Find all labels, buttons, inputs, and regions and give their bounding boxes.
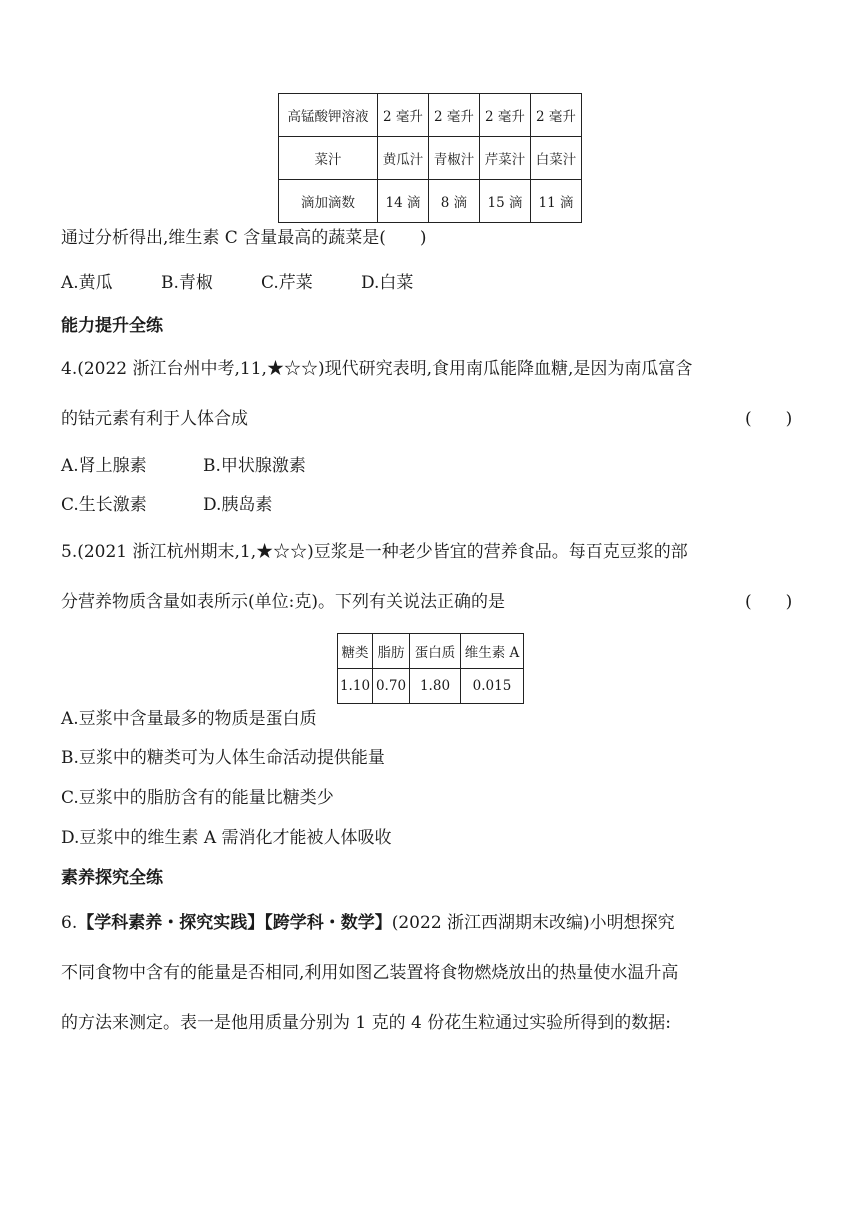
table-cell: 14 滴 xyxy=(378,180,429,223)
table-cell: 滴加滴数 xyxy=(279,180,378,223)
q3-options xyxy=(61,271,413,295)
q5-stem-line2: 分营养物质含量如表所示(单位:克)。下列有关说法正确的是 xyxy=(61,592,505,612)
table-cell: 菜汁 xyxy=(279,137,378,180)
table-cell: 0.70 xyxy=(373,669,410,704)
table-cell: 青椒汁 xyxy=(429,137,480,180)
table-row xyxy=(279,137,582,180)
table-cell: 黄瓜汁 xyxy=(378,137,429,180)
q6-tags: 【学科素养・探究实践】【跨学科・数学】 xyxy=(77,913,392,933)
table-row xyxy=(279,180,582,223)
q4-options-row2 xyxy=(61,493,272,517)
q5-option-b[interactable]: B.豆浆中的糖类可为人体生命活动提供能量 xyxy=(61,748,385,768)
table-row xyxy=(338,669,524,704)
q5-stem-line1: 5.(2021 浙江杭州期末,1,★☆☆)豆浆是一种老少皆宜的营养食品。每百克豆浆的部 xyxy=(61,542,688,562)
soy-milk-nutrition-table xyxy=(337,633,524,704)
q4-answer-blank: ( ) xyxy=(745,409,793,429)
q6-source: (2022 浙江西湖期末改编)小明想探究 xyxy=(391,913,675,933)
q3-option-c[interactable]: C.芹菜 xyxy=(261,273,313,293)
table-header-cell: 脂肪 xyxy=(373,634,410,669)
q4-option-b[interactable]: B.甲状腺激素 xyxy=(203,456,306,476)
table-cell: 2 毫升 xyxy=(531,94,582,137)
table-cell: 2 毫升 xyxy=(480,94,531,137)
q5-answer-blank: ( ) xyxy=(745,592,793,612)
q4-option-d[interactable]: D.胰岛素 xyxy=(203,495,273,515)
q3-stem: 通过分析得出,维生素 C 含量最高的蔬菜是( ) xyxy=(61,228,427,248)
table-cell: 白菜汁 xyxy=(531,137,582,180)
q5-option-a[interactable]: A.豆浆中含量最多的物质是蛋白质 xyxy=(61,709,317,729)
table-cell: 2 毫升 xyxy=(429,94,480,137)
table-cell: 芹菜汁 xyxy=(480,137,531,180)
table-cell: 2 毫升 xyxy=(378,94,429,137)
table-cell: 1.80 xyxy=(410,669,461,704)
table-header-cell: 维生素 A xyxy=(461,634,524,669)
q5-option-c[interactable]: C.豆浆中的脂肪含有的能量比糖类少 xyxy=(61,788,334,808)
q3-option-a[interactable]: A.黄瓜 xyxy=(61,273,113,293)
table-cell: 8 滴 xyxy=(429,180,480,223)
q4-option-a[interactable]: A.肾上腺素 xyxy=(61,456,147,476)
table-header-cell: 糖类 xyxy=(338,634,373,669)
q4-stem-line1: 4.(2022 浙江台州中考,11,★☆☆)现代研究表明,食用南瓜能降血糖,是因为南瓜富含 xyxy=(61,359,693,379)
q3-option-b[interactable]: B.青椒 xyxy=(161,273,213,293)
table-cell: 高锰酸钾溶液 xyxy=(279,94,378,137)
q4-stem-line2: 的钴元素有利于人体合成 xyxy=(61,409,248,429)
table-cell: 15 滴 xyxy=(480,180,531,223)
table-header-cell: 蛋白质 xyxy=(410,634,461,669)
q6-stem-line2: 不同食物中含有的能量是否相同,利用如图乙装置将食物燃烧放出的热量使水温升高 xyxy=(61,963,679,983)
vegetable-juice-table xyxy=(278,93,582,223)
table-cell: 1.10 xyxy=(338,669,373,704)
q6-stem-line3: 的方法来测定。表一是他用质量分别为 1 克的 4 份花生粒通过实验所得到的数据: xyxy=(61,1013,671,1033)
q3-option-d[interactable]: D.白菜 xyxy=(361,273,414,293)
section-heading-ability: 能力提升全练 xyxy=(61,316,163,336)
table-cell: 0.015 xyxy=(461,669,524,704)
q4-option-c[interactable]: C.生长激素 xyxy=(61,495,147,515)
table-cell: 11 滴 xyxy=(531,180,582,223)
section-heading-inquiry: 素养探究全练 xyxy=(61,868,163,888)
q5-option-d[interactable]: D.豆浆中的维生素 A 需消化才能被人体吸收 xyxy=(61,828,392,848)
q6-stem-line1 xyxy=(61,911,675,935)
q4-options-row1 xyxy=(61,454,306,478)
table-row xyxy=(279,94,582,137)
table-row xyxy=(338,634,524,669)
q6-number: 6. xyxy=(61,913,78,933)
